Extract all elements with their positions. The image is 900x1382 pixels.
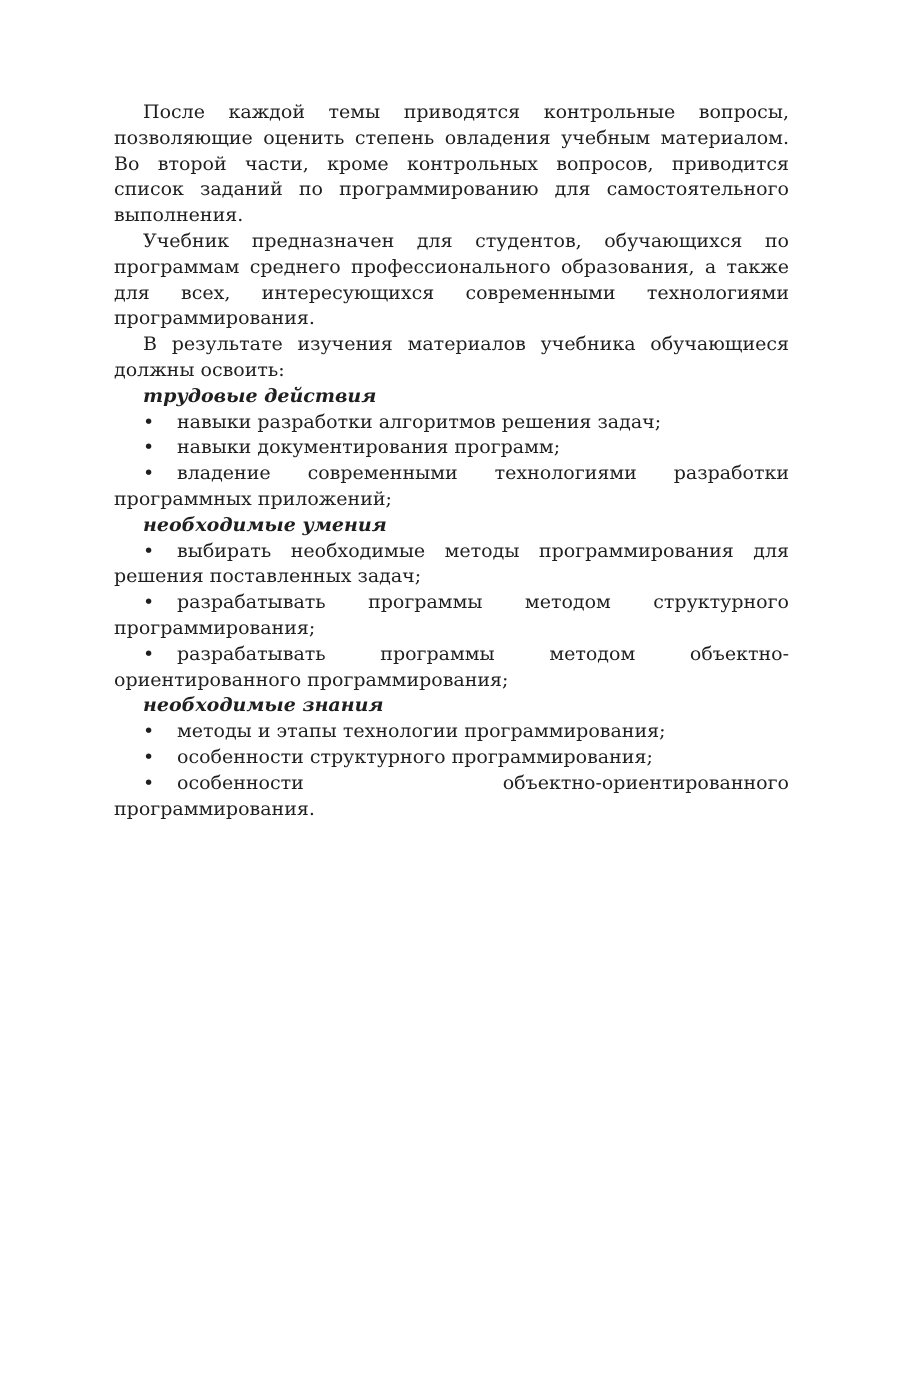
- list-item-text: разрабатывать программы методом структурного программирования;: [114, 591, 789, 639]
- section-heading: трудовые действия: [143, 384, 377, 407]
- intro-paragraph-2: Учебник предназначен для студентов, обучающихся по программам среднего профессионального образования, а также для всех, интересующихся современными технологиями программирования.: [114, 229, 789, 330]
- list-item: [114, 642, 789, 694]
- list-item-text: особенности объектно-ориентированного программирования.: [114, 771, 789, 820]
- list-item: [114, 745, 789, 771]
- list-item: [114, 539, 789, 591]
- list-item: [114, 410, 789, 436]
- list-item: [114, 719, 789, 745]
- bullet-icon: [143, 642, 177, 668]
- list-item: [114, 435, 789, 461]
- bullet-icon: [143, 590, 177, 616]
- list-item: [114, 590, 789, 642]
- intro-paragraph-3: В результате изучения материалов учебника обучающиеся должны освоить:: [114, 333, 789, 381]
- section-labor-actions: [114, 384, 789, 513]
- section-required-knowledge: [114, 693, 789, 822]
- bullet-icon: [143, 745, 177, 771]
- list-item-text: навыки разработки алгоритмов решения задач;: [177, 410, 662, 433]
- list-item-text: особенности структурного программирования;: [177, 745, 653, 768]
- list-item-text: выбирать необходимые методы программирования для решения поставленных задач;: [114, 539, 789, 588]
- intro-paragraph-1: После каждой темы приводятся контрольные вопросы, позволяющие оценить степень овладения учебным материалом. Во второй части, кроме контрольных вопросов, приводится список заданий по программированию для самостоятельного выполнения.: [114, 101, 789, 227]
- bullet-icon: [143, 435, 177, 461]
- bullet-icon: [143, 410, 177, 436]
- bullet-icon: [143, 771, 177, 797]
- bullet-icon: [143, 539, 177, 565]
- list-item-text: навыки документирования программ;: [177, 436, 561, 459]
- section-required-skills: [114, 513, 789, 694]
- page-body: [114, 100, 789, 822]
- section-heading: необходимые умения: [143, 513, 387, 536]
- section-heading: необходимые знания: [143, 694, 384, 717]
- bullet-icon: [143, 719, 177, 745]
- list-item-text: методы и этапы технологии программирования;: [177, 720, 666, 743]
- list-item-text: разрабатывать программы методом объектно-ориентированного программирования;: [114, 642, 789, 691]
- list-item: [114, 461, 789, 513]
- bullet-icon: [143, 461, 177, 487]
- list-item: [114, 771, 789, 823]
- list-item-text: владение современными технологиями разработки программных приложений;: [114, 462, 789, 510]
